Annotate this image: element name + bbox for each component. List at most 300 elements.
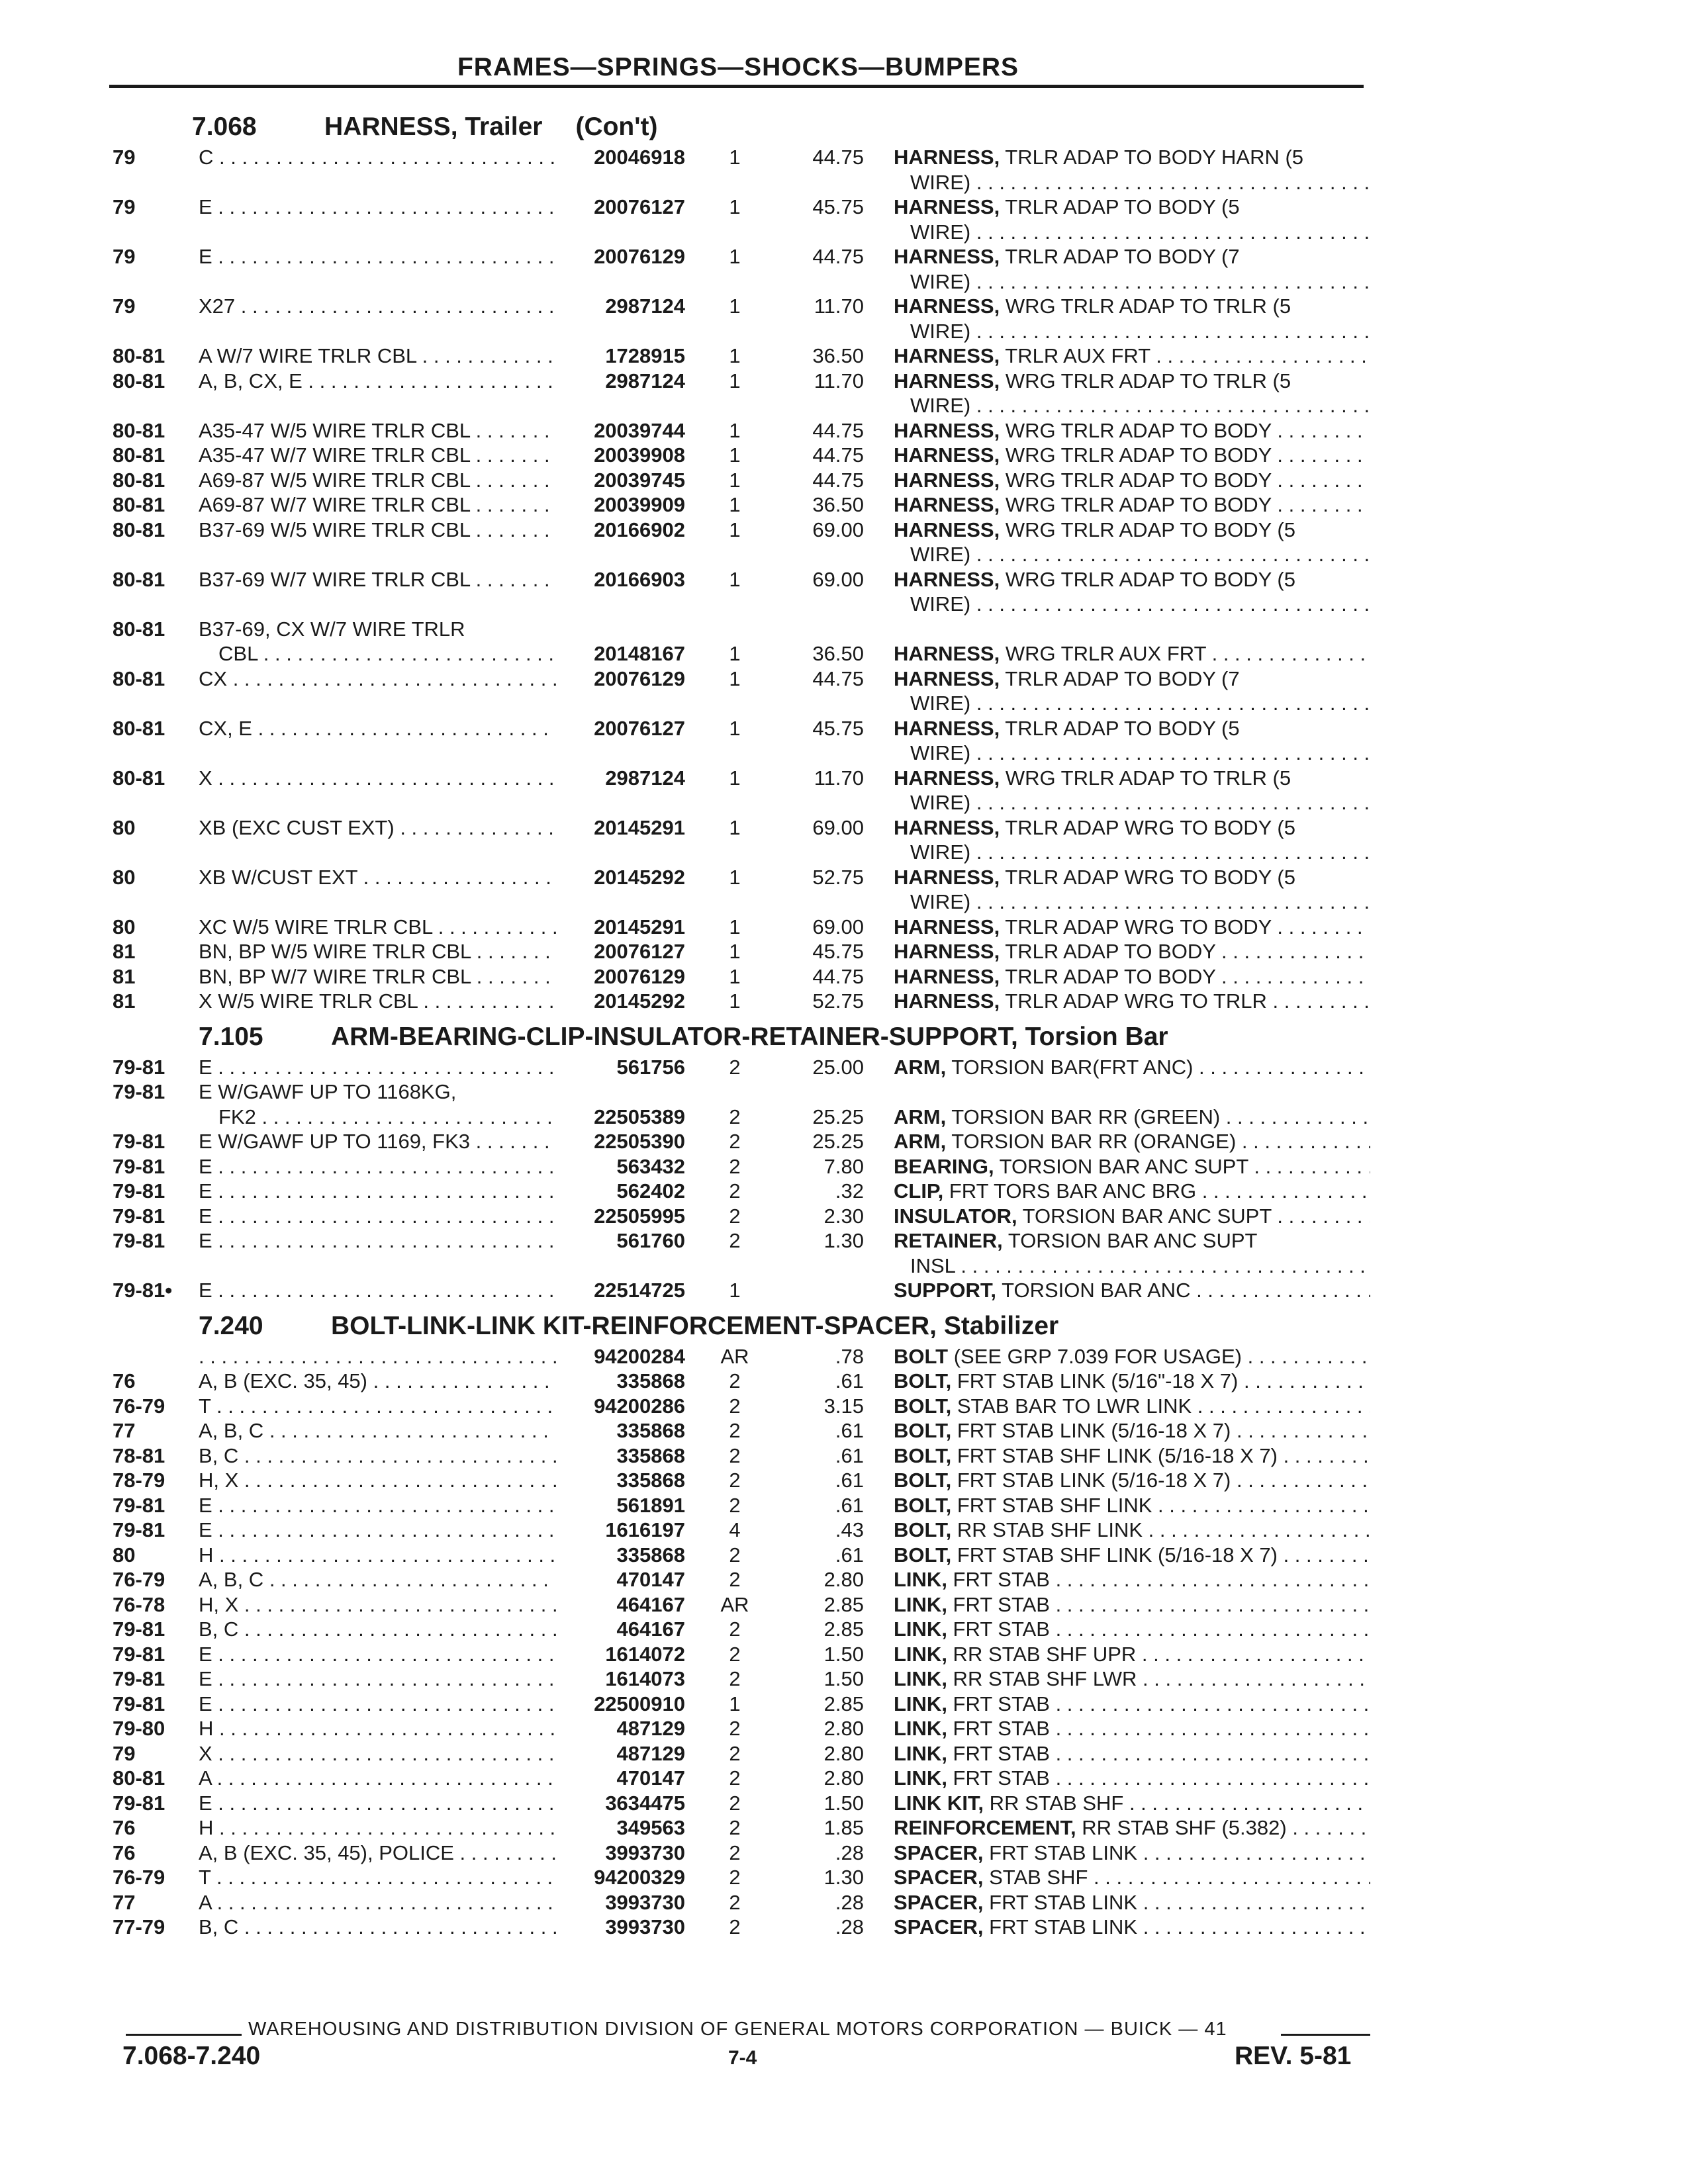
parts-row (0, 344, 1688, 369)
part-number: 563432 (616, 1154, 685, 1178)
parts-row (0, 1841, 1688, 1866)
part-name (894, 1155, 1370, 1179)
part-name (894, 1056, 1370, 1079)
part-number: 335868 (616, 1419, 685, 1442)
parts-row (0, 1229, 1688, 1254)
model-year: 80-81 (113, 418, 165, 442)
list-price: 69.00 (812, 815, 864, 839)
parts-row (0, 295, 1688, 320)
part-name-detail: RR STAB SHF UPR (947, 1642, 1137, 1666)
part-name (894, 1394, 1370, 1418)
model-description: BN, BP W/5 WIRE TRLR CBL . . . (199, 940, 556, 964)
part-name-keyword: BEARING, (894, 1154, 994, 1178)
quantity: 2 (729, 1493, 741, 1517)
part-number: 20039909 (594, 493, 685, 516)
part-name-keyword: SPACER, (894, 1915, 984, 1938)
part-name-detail: TRLR ADAP WRG TO BODY (1000, 915, 1272, 938)
part-number: 20145292 (594, 865, 685, 889)
model-description: X . . . (199, 1742, 556, 1766)
parts-row (0, 642, 1688, 667)
parts-row (0, 1593, 1688, 1618)
parts-row (0, 1105, 1688, 1130)
list-price: 11.70 (814, 295, 864, 318)
list-price: 44.75 (812, 418, 864, 442)
part-name-keyword: HARNESS, (894, 418, 1000, 442)
model-year: 80-81 (113, 344, 165, 367)
part-name-keyword: ARM, (894, 1130, 947, 1153)
part-name-keyword: LINK KIT, (894, 1791, 984, 1815)
part-name-continuation: WIRE) . . . (910, 741, 1370, 765)
model-description: E . . . (199, 1279, 556, 1302)
parts-row (0, 667, 1688, 692)
part-name (894, 195, 1370, 219)
model-year: 80-81 (113, 716, 165, 740)
list-price: 45.75 (812, 195, 864, 218)
model-year: 80-81 (113, 567, 165, 591)
part-name-detail: FRT STAB SHF LINK (951, 1493, 1152, 1517)
part-name (894, 1742, 1370, 1766)
part-name-keyword: BOLT (894, 1344, 949, 1368)
part-name-keyword: HARNESS, (894, 642, 1000, 665)
list-price: 52.75 (812, 865, 864, 889)
part-name-keyword: SPACER, (894, 1890, 984, 1914)
model-description: B, C . . . (199, 1444, 556, 1468)
part-name-detail: WRG TRLR ADAP TO BODY (1000, 493, 1272, 516)
parts-row (0, 1915, 1688, 1940)
part-name-keyword: HARNESS, (894, 716, 1000, 740)
part-name-keyword: RETAINER, (894, 1229, 1003, 1252)
parts-row (0, 965, 1688, 990)
part-name-keyword: HARNESS, (894, 518, 1000, 541)
section-heading (199, 1023, 1168, 1052)
part-name-keyword: LINK, (894, 1568, 947, 1591)
parts-row-continuation (0, 692, 1688, 717)
part-name-keyword: HARNESS, (894, 146, 1000, 169)
part-name-detail: TRLR ADAP WRG TO BODY (5 (1000, 815, 1295, 839)
part-number: 2987124 (605, 766, 685, 790)
model-description: E . . . (199, 1792, 556, 1815)
part-number: 20076127 (594, 195, 685, 218)
model-year: 81 (113, 964, 136, 988)
list-price: 2.85 (823, 1592, 864, 1616)
part-name-detail: TRLR ADAP TO BODY (1000, 964, 1216, 988)
parts-row (0, 1056, 1688, 1081)
part-name-detail: FRT STAB LINK (5/16-18 X 7) (951, 1419, 1231, 1442)
parts-row (0, 1080, 1688, 1105)
model-description: E . . . (199, 1179, 556, 1203)
part-number: 20145291 (594, 815, 685, 839)
list-price: .78 (835, 1344, 864, 1368)
part-number: 3993730 (605, 1890, 685, 1914)
parts-row (0, 617, 1688, 643)
part-name-keyword: HARNESS, (894, 989, 1000, 1013)
part-number: 1614073 (605, 1667, 685, 1690)
list-price: 25.25 (812, 1130, 864, 1153)
part-name (894, 1667, 1370, 1691)
section-suffix: (Con't) (575, 113, 658, 141)
list-price: 7.80 (823, 1154, 864, 1178)
model-description: X . . . (199, 766, 556, 790)
parts-row (0, 1444, 1688, 1469)
part-number: 487129 (616, 1741, 685, 1765)
part-name-detail: TRLR ADAP WRG TO BODY (5 (1000, 865, 1295, 889)
parts-row (0, 245, 1688, 270)
part-name-keyword: SUPPORT, (894, 1279, 997, 1302)
part-number: 335868 (616, 1443, 685, 1467)
part-number: 335868 (616, 1543, 685, 1567)
part-name-detail: TRLR ADAP WRG TO TRLR (1000, 989, 1267, 1013)
part-name-detail: WRG TRLR ADAP TO BODY (1000, 468, 1272, 492)
part-number: 20076129 (594, 964, 685, 988)
part-name-detail: FRT STAB LINK (983, 1915, 1138, 1938)
part-name-detail: STAB BAR TO LWR LINK (951, 1394, 1192, 1418)
model-year: 81 (113, 940, 136, 963)
list-price: .32 (835, 1179, 864, 1203)
model-description: E . . . (199, 1205, 556, 1228)
model-description: A . . . (199, 1766, 556, 1790)
list-price: .61 (835, 1469, 864, 1492)
part-name-detail: WRG TRLR ADAP TO BODY (5 (1000, 567, 1295, 591)
part-name-keyword: HARNESS, (894, 493, 1000, 516)
part-name-detail: RR STAB SHF LWR (947, 1667, 1137, 1690)
part-name (894, 1841, 1370, 1865)
quantity: 1 (729, 518, 741, 541)
part-name-continuation: WIRE) . . . (910, 791, 1370, 815)
part-name (894, 965, 1370, 989)
part-name (894, 1494, 1370, 1518)
quantity: 1 (729, 295, 741, 318)
part-name-detail: TORSION BAR ANC SUPT (1017, 1204, 1272, 1228)
model-description: H . . . (199, 1816, 556, 1840)
model-year: 80-81 (113, 443, 165, 467)
list-price: .61 (835, 1543, 864, 1567)
model-description: B37-69 W/5 WIRE TRLR CBL . . . (199, 518, 556, 542)
model-description: E . . . (199, 1518, 556, 1542)
quantity: 2 (729, 1469, 741, 1492)
parts-row (0, 443, 1688, 469)
part-name-detail: TORSION BAR ANC SUPT (994, 1154, 1248, 1178)
part-name-keyword: BOLT, (894, 1543, 952, 1567)
part-number: 20039745 (594, 468, 685, 492)
part-name (894, 866, 1370, 889)
part-name-continuation: WIRE) . . . (910, 220, 1370, 244)
parts-row (0, 1667, 1688, 1692)
part-name-detail: FRT STAB LINK (983, 1841, 1138, 1864)
quantity: 2 (729, 1229, 741, 1252)
part-name-keyword: HARNESS, (894, 295, 1000, 318)
footer-revision: REV. 5-81 (1235, 2042, 1352, 2070)
section-number: 7.240 (199, 1311, 263, 1340)
part-number: 20076127 (594, 716, 685, 740)
footer-group-range: 7.068-7.240 (122, 2042, 261, 2070)
part-name (894, 1766, 1370, 1790)
quantity: 2 (729, 1394, 741, 1418)
part-name-keyword: INSULATOR, (894, 1204, 1017, 1228)
quantity: 2 (729, 1154, 741, 1178)
model-description: X W/5 WIRE TRLR CBL . . . (199, 989, 556, 1013)
quantity: 1 (729, 766, 741, 790)
part-name-detail: WRG TRLR ADAP TO TRLR (5 (1000, 369, 1291, 392)
parts-row (0, 1866, 1688, 1891)
part-name-keyword: BOLT, (894, 1369, 952, 1392)
part-number: 94200286 (594, 1394, 685, 1418)
model-description: H, X . . . (199, 1593, 556, 1617)
part-number: 22505390 (594, 1130, 685, 1153)
part-name-keyword: BOLT, (894, 1443, 952, 1467)
quantity: 1 (729, 940, 741, 963)
model-year: 80-81 (113, 666, 165, 690)
part-name-keyword: BOLT, (894, 1419, 952, 1442)
model-description: A35-47 W/7 WIRE TRLR CBL . . . (199, 443, 556, 467)
parts-row (0, 1279, 1688, 1304)
quantity: 2 (729, 1179, 741, 1203)
part-number: 94200329 (594, 1866, 685, 1889)
model-year: 77 (113, 1890, 136, 1914)
part-number: 335868 (616, 1369, 685, 1392)
part-name (894, 1617, 1370, 1641)
model-year: 80 (113, 915, 136, 938)
parts-row-continuation (0, 890, 1688, 915)
part-name-detail: FRT STAB LINK (5/16-18 X 7) (951, 1469, 1231, 1492)
quantity: 2 (729, 1741, 741, 1765)
model-description: A, B (EXC. 35, 45), POLICE . . . (199, 1841, 556, 1865)
list-price: 1.50 (823, 1642, 864, 1666)
quantity: 2 (729, 1667, 741, 1690)
list-price: 44.75 (812, 443, 864, 467)
part-name (894, 369, 1370, 393)
parts-row (0, 568, 1688, 593)
quantity: 2 (729, 1055, 741, 1079)
model-year: 79 (113, 195, 136, 218)
quantity: 2 (729, 1419, 741, 1442)
part-name-detail: FRT STAB (947, 1592, 1050, 1616)
parts-row (0, 1494, 1688, 1519)
page-title: FRAMES—SPRINGS—SHOCKS—BUMPERS (457, 53, 1019, 81)
part-name (894, 419, 1370, 443)
part-name (894, 1915, 1370, 1939)
quantity: 2 (729, 1369, 741, 1392)
parts-row-continuation (0, 270, 1688, 295)
model-description: BN, BP W/7 WIRE TRLR CBL . . . (199, 965, 556, 989)
quantity: 1 (729, 666, 741, 690)
part-name (894, 1369, 1370, 1393)
part-name (894, 1891, 1370, 1915)
part-name (894, 1643, 1370, 1666)
part-name-keyword: REINFORCEMENT, (894, 1816, 1076, 1839)
quantity: 1 (729, 369, 741, 392)
model-description: CBL . . . (218, 642, 556, 666)
parts-row (0, 1766, 1688, 1792)
model-year: 79-81 (113, 1204, 165, 1228)
model-description: E W/GAWF UP TO 1168KG, (199, 1080, 457, 1103)
part-name-keyword: LINK, (894, 1617, 947, 1641)
model-year: 80-81 (113, 518, 165, 541)
model-description: H . . . (199, 1543, 556, 1567)
part-name-keyword: LINK, (894, 1642, 947, 1666)
model-description: A W/7 WIRE TRLR CBL . . . (199, 344, 556, 368)
list-price: .61 (835, 1443, 864, 1467)
part-number: 22505389 (594, 1105, 685, 1128)
part-number: 1614072 (605, 1642, 685, 1666)
parts-row (0, 493, 1688, 518)
model-year: 79-81 (113, 1130, 165, 1153)
part-name (894, 642, 1370, 666)
model-year: 79 (113, 1741, 136, 1765)
parts-row (0, 1692, 1688, 1717)
section-title: ARM-BEARING-CLIP-INSULATOR-RETAINER-SUPPORT, Torsion Bar (331, 1022, 1168, 1051)
parts-row (0, 1394, 1688, 1420)
quantity: 4 (729, 1518, 741, 1541)
list-price: 2.30 (823, 1204, 864, 1228)
part-name-detail: TRLR ADAP TO BODY HARN (5 (1000, 146, 1304, 169)
footer-division: WAREHOUSING AND DISTRIBUTION DIVISION OF GENERAL MOTORS CORPORATION — BUICK — 41 (248, 2019, 1227, 2040)
list-price: .28 (835, 1890, 864, 1914)
part-number: 20145291 (594, 915, 685, 938)
quantity: 1 (729, 146, 741, 169)
list-price: 25.00 (812, 1055, 864, 1079)
part-name-detail: FRT STAB (947, 1766, 1050, 1790)
parts-row (0, 469, 1688, 494)
model-year: 78-81 (113, 1443, 165, 1467)
part-name (894, 1568, 1370, 1592)
part-number: 3993730 (605, 1841, 685, 1864)
footer-rule-right (1281, 2034, 1370, 2036)
part-name-detail: FRT STAB (947, 1568, 1050, 1591)
part-name (894, 1205, 1370, 1228)
model-year: 80 (113, 865, 136, 889)
parts-row (0, 717, 1688, 742)
part-name-detail: FRT STAB SHF LINK (5/16-18 X 7) (951, 1543, 1278, 1567)
model-description: A35-47 W/5 WIRE TRLR CBL . . . (199, 419, 556, 443)
part-number: 3634475 (605, 1791, 685, 1815)
model-description: C . . . (199, 146, 556, 169)
parts-row (0, 1155, 1688, 1180)
model-year: 79-81 (113, 1080, 165, 1103)
part-name-keyword: LINK, (894, 1592, 947, 1616)
quantity: 1 (729, 418, 741, 442)
model-description: T . . . (199, 1394, 556, 1418)
part-name-continuation: WIRE) . . . (910, 592, 1370, 616)
part-name-keyword: BOLT, (894, 1518, 952, 1541)
quantity: 2 (729, 1841, 741, 1864)
model-year: 79-80 (113, 1717, 165, 1740)
quantity: 2 (729, 1617, 741, 1641)
list-price: 1.85 (823, 1816, 864, 1839)
model-description: CX . . . (199, 667, 556, 691)
model-year: 79-81 (113, 1518, 165, 1541)
model-description: E . . . (199, 1692, 556, 1716)
part-name (894, 568, 1370, 592)
model-year: 80-81 (113, 493, 165, 516)
model-description: E . . . (199, 1494, 556, 1518)
parts-row-continuation (0, 841, 1688, 866)
part-name-keyword: BOLT, (894, 1493, 952, 1517)
part-name-keyword: LINK, (894, 1741, 947, 1765)
part-name-detail: TORSION BAR RR (GREEN) (946, 1105, 1221, 1128)
part-name (894, 1593, 1370, 1617)
parts-row (0, 146, 1688, 171)
parts-row (0, 1369, 1688, 1394)
part-name-keyword: LINK, (894, 1692, 947, 1715)
part-name-keyword: HARNESS, (894, 567, 1000, 591)
part-name-detail: WRG TRLR ADAP TO TRLR (5 (1000, 766, 1291, 790)
list-price: 44.75 (812, 468, 864, 492)
model-year: 76 (113, 1841, 136, 1864)
part-number: 561760 (616, 1229, 685, 1252)
model-description: H, X . . . (199, 1469, 556, 1492)
part-name-detail: FRT STAB SHF LINK (5/16-18 X 7) (951, 1443, 1278, 1467)
part-number: 20076127 (594, 940, 685, 963)
part-name-detail: TRLR ADAP TO BODY (7 (1000, 245, 1240, 268)
model-description: E . . . (199, 1155, 556, 1179)
model-year: 79-81 (113, 1692, 165, 1715)
model-year: 79-81 (113, 1791, 165, 1815)
model-year: 79-81 (113, 1229, 165, 1252)
part-number: 2987124 (605, 295, 685, 318)
part-name-keyword: LINK, (894, 1766, 947, 1790)
quantity: 2 (729, 1204, 741, 1228)
part-number: 3993730 (605, 1915, 685, 1938)
part-number: 470147 (616, 1766, 685, 1790)
parts-row (0, 1518, 1688, 1543)
quantity: 1 (729, 989, 741, 1013)
model-description: E . . . (199, 245, 556, 269)
footer-rule-left (126, 2034, 242, 2036)
quantity: 2 (729, 1791, 741, 1815)
model-year: 79-81 (113, 1055, 165, 1079)
parts-row (0, 766, 1688, 792)
part-name (894, 940, 1370, 964)
part-name (894, 667, 1370, 691)
quantity: 2 (729, 1568, 741, 1591)
model-description: FK2 . . . (218, 1105, 556, 1129)
parts-row-continuation (0, 741, 1688, 766)
parts-row (0, 1717, 1688, 1742)
part-name-continuation: WIRE) . . . (910, 171, 1370, 195)
part-name (894, 1229, 1370, 1253)
part-name-continuation: WIRE) . . . (910, 841, 1370, 864)
model-description: B37-69 W/7 WIRE TRLR CBL . . . (199, 568, 556, 592)
model-year: 79-81 (113, 1154, 165, 1178)
part-number: 470147 (616, 1568, 685, 1591)
list-price: 2.80 (823, 1717, 864, 1740)
parts-row-continuation (0, 394, 1688, 419)
model-description: E . . . (199, 1229, 556, 1253)
part-number: 2987124 (605, 369, 685, 392)
part-name-detail: RR STAB SHF (984, 1791, 1124, 1815)
parts-row (0, 419, 1688, 444)
list-price: 2.85 (823, 1692, 864, 1715)
list-price: .43 (835, 1518, 864, 1541)
model-description: XC W/5 WIRE TRLR CBL . . . (199, 915, 556, 939)
list-price: .28 (835, 1841, 864, 1864)
part-name-detail: WRG TRLR ADAP TO BODY (5 (1000, 518, 1295, 541)
section-number: 7.105 (199, 1022, 263, 1051)
part-name (894, 443, 1370, 467)
part-name (894, 1279, 1370, 1302)
list-price: 36.50 (812, 493, 864, 516)
part-name (894, 1444, 1370, 1468)
part-number: 561756 (616, 1055, 685, 1079)
quantity: 2 (729, 1915, 741, 1938)
model-description: A, B, CX, E . . . (199, 369, 556, 393)
parts-row (0, 1742, 1688, 1767)
quantity: AR (720, 1592, 749, 1616)
part-name-detail: TRLR ADAP TO BODY (5 (1000, 716, 1240, 740)
model-year: 78-79 (113, 1469, 165, 1492)
part-number: 20039744 (594, 418, 685, 442)
parts-row (0, 1543, 1688, 1569)
